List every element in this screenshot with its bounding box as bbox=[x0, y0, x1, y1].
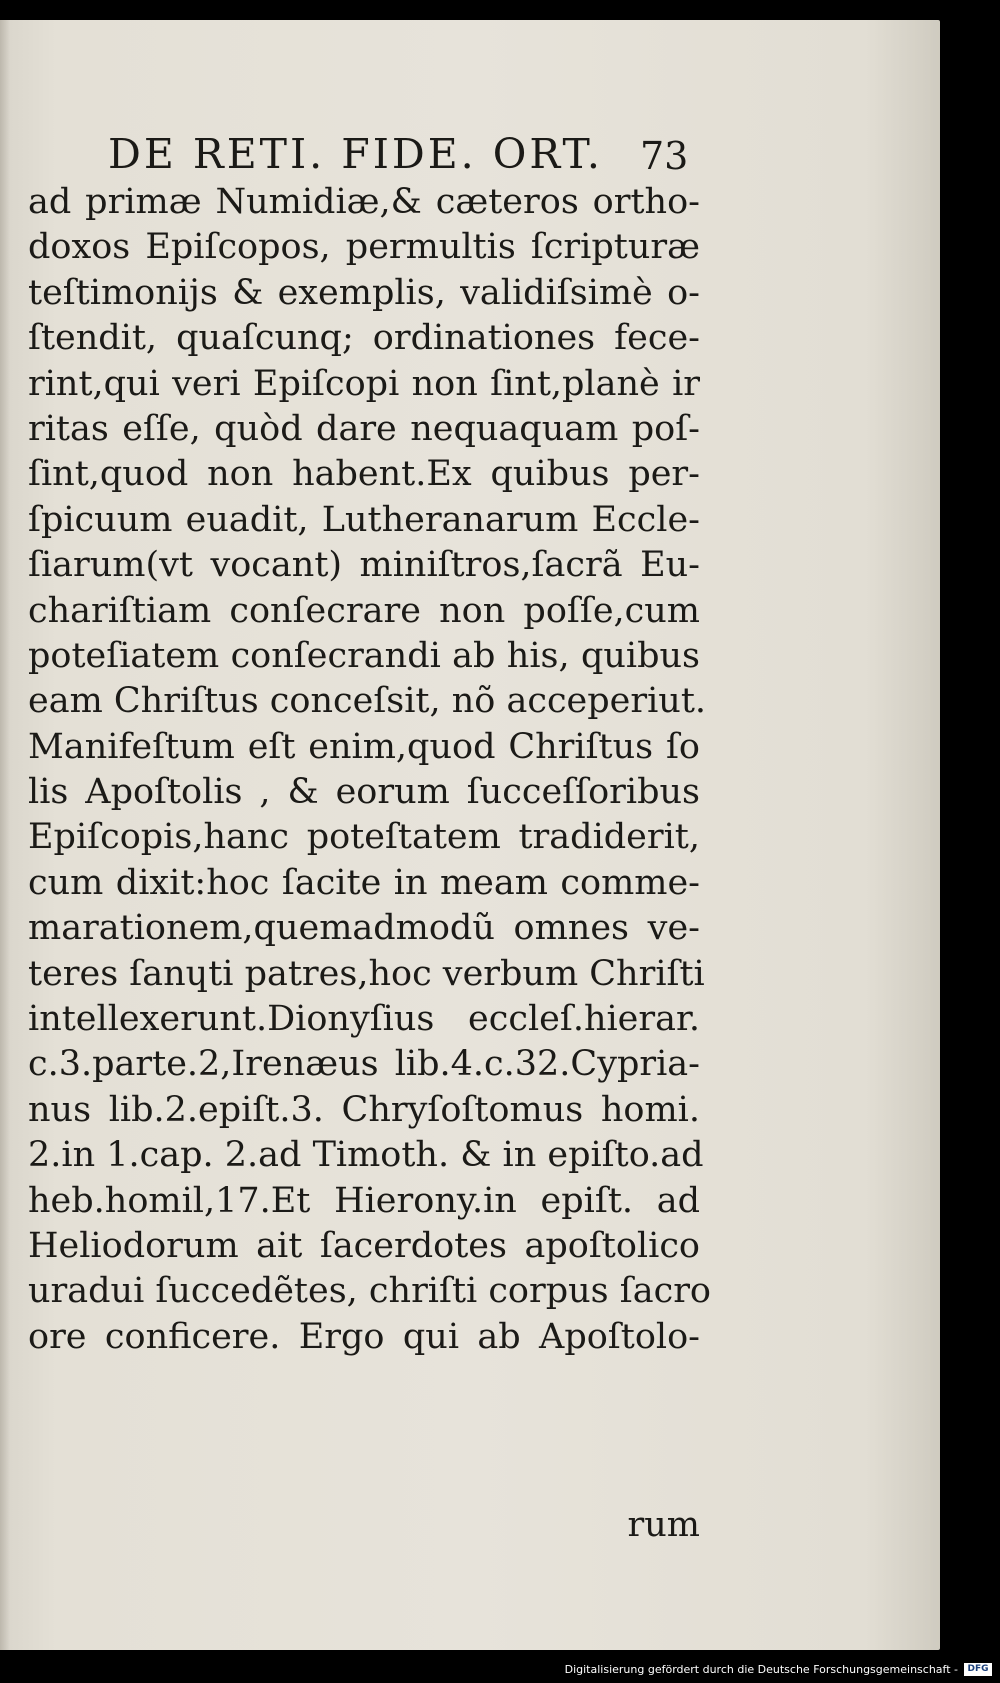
text-line: c.3.parte.2,Irenæus lib.4.c.32.Cypria- bbox=[28, 1044, 700, 1085]
dfg-logo: DFG bbox=[964, 1663, 992, 1676]
text-line: Epiſcopis,hanc poteſtatem tradiderit, bbox=[28, 817, 700, 858]
body-text bbox=[28, 180, 711, 1360]
page-number: 73 bbox=[640, 134, 689, 178]
catchword: rum bbox=[627, 1505, 700, 1545]
text-line: uradui ſuccedẽtes, chriſti corpus ſacro bbox=[28, 1271, 711, 1312]
funding-credit: Digitalisierung gefördert durch die Deutsche Forschungsgemeinschaft - bbox=[564, 1663, 958, 1676]
text-line: intellexerunt.Dionyſius eccleſ.hierar. bbox=[28, 999, 700, 1040]
text-line: doxos Epiſcopos, permultis ſcripturæ bbox=[28, 227, 700, 268]
text-line: marationem,quemadmodũ omnes ve- bbox=[28, 908, 700, 949]
text-line: Manifeſtum eſt enim,quod Chriſtus ſo bbox=[28, 726, 700, 767]
running-head-title: DE RETI. FIDE. ORT. bbox=[108, 130, 603, 178]
text-line: Heliodorum ait ſacerdotes apoſtolico bbox=[28, 1225, 700, 1266]
digitization-footer bbox=[0, 1657, 1000, 1683]
text-line: rint,qui veri Epiſcopi non ſint,planè ir bbox=[28, 363, 700, 404]
text-line: chariſtiam conſecrare non poſſe,cum bbox=[28, 590, 700, 631]
text-line: 2.in 1.cap. 2.ad Timoth. & in epiſto.ad bbox=[28, 1135, 704, 1176]
text-line: eam Chriſtus conceſsit, nõ acceperiut. bbox=[28, 681, 707, 722]
text-line: ore conficere. Ergo qui ab Apoſtolo- bbox=[28, 1316, 700, 1357]
text-line: ſpicuum euadit, Lutheranarum Eccle- bbox=[28, 499, 700, 540]
text-line: nus lib.2.epiſt.3. Chryſoſtomus homi. bbox=[28, 1089, 700, 1130]
text-block bbox=[28, 120, 711, 1545]
text-line: ritas eſſe, quòd dare nequaquam poſ- bbox=[28, 408, 700, 449]
text-line: heb.homil,17.Et Hierony.in epiſt. ad bbox=[28, 1180, 700, 1221]
text-line: teſtimonijs & exemplis, validiſsimè o- bbox=[28, 272, 700, 313]
text-line: ſiarum(vt vocant) miniſtros,ſacrã Eu- bbox=[28, 545, 700, 586]
text-line: ad primæ Numidiæ,& cæteros ortho- bbox=[28, 182, 700, 222]
book-page bbox=[0, 20, 940, 1650]
text-line: lis Apoſtolis , & eorum ſucceſſoribus bbox=[28, 772, 700, 813]
text-line: teres ſanɥti patres,hoc verbum Chriſti bbox=[28, 953, 705, 994]
text-line: poteſiatem conſecrandi ab his, quibus bbox=[28, 635, 700, 676]
text-line: ſint,quod non habent.Ex quibus per- bbox=[28, 454, 700, 495]
running-head bbox=[28, 120, 700, 180]
text-line: ſtendit, quaſcunq; ordinationes fece- bbox=[28, 318, 700, 359]
text-line: cum dixit:hoc ſacite in meam comme- bbox=[28, 862, 700, 903]
